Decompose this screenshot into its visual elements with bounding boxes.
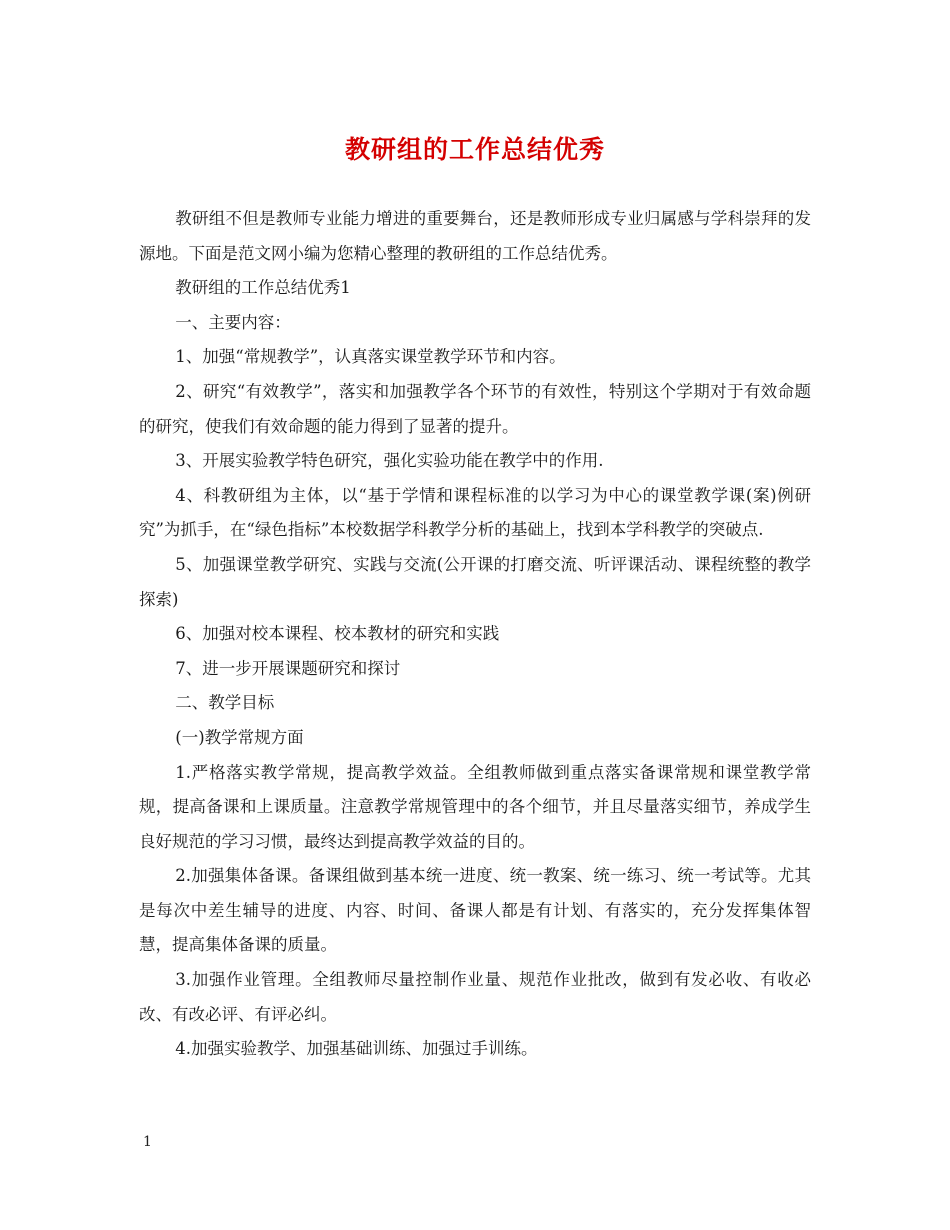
- paragraph-goal-1: 1.严格落实教学常规，提高教学效益。全组教师做到重点落实备课常规和课堂教学常规，提高备课和上课质量。注意教学常规管理中的各个细节，并且尽量落实细节，养成学生良好规范的学习习惯，最终达到提高教学效益的目的。: [139, 762, 811, 851]
- paragraph-intro: 教研组不但是教师专业能力增进的重要舞台，还是教师形成专业归属感与学科崇拜的发源地。下面是范文网小编为您精心整理的教研组的工作总结优秀。: [139, 209, 811, 263]
- paragraph-goal-3: 3.加强作业管理。全组教师尽量控制作业量、规范作业批改，做到有发必收、有收必改、有改必评、有评必纠。: [139, 970, 811, 1024]
- paragraph-item-4: 4、科教研组为主体，以“基于学情和课程标准的以学习为中心的课堂教学课(案)例研究”为抓手，在“绿色指标”本校数据学科教学分析的基础上，找到本学科教学的突破点.: [139, 485, 811, 540]
- paragraph-heading-teaching-goals: 二、教学目标: [175, 693, 275, 713]
- paragraph-heading-main-content: 一、主要内容：: [175, 312, 291, 332]
- paragraph-goal-2: 2.加强集体备课。备课组做到基本统一进度、统一教案、统一练习、统一考试等。尤其是每次中差生辅导的进度、内容、时间、备课人都是有计划、有落实的，充分发挥集体智慧，提高集体备课的质量。: [139, 866, 811, 955]
- paragraph-item-1: 1、加强“常规教学”，认真落实课堂教学环节和内容。: [175, 347, 566, 367]
- paragraph-subheading-routine: (一)教学常规方面: [175, 727, 304, 747]
- paragraph-item-5: 5、加强课堂教学研究、实践与交流(公开课的打磨交流、听评课活动、课程统整的教学探索): [139, 554, 811, 609]
- page-number: 1: [143, 1134, 152, 1150]
- paragraph-item-6: 6、加强对校本课程、校本教材的研究和实践: [175, 624, 500, 644]
- paragraph-section-title: 教研组的工作总结优秀1: [175, 278, 351, 298]
- document-body: [139, 202, 811, 1067]
- paragraph-item-7: 7、进一步开展课题研究和探讨: [175, 658, 401, 678]
- paragraph-item-2: 2、研究“有效教学”，落实和加强教学各个环节的有效性，特别这个学期对于有效命题的研究，使我们有效命题的能力得到了显著的提升。: [139, 381, 811, 436]
- document-title: 教研组的工作总结优秀: [344, 135, 605, 164]
- paragraph-goal-4: 4.加强实验教学、加强基础训练、加强过手训练。: [175, 1039, 538, 1059]
- paragraph-item-3: 3、开展实验教学特色研究，强化实验功能在教学中的作用.: [175, 451, 604, 471]
